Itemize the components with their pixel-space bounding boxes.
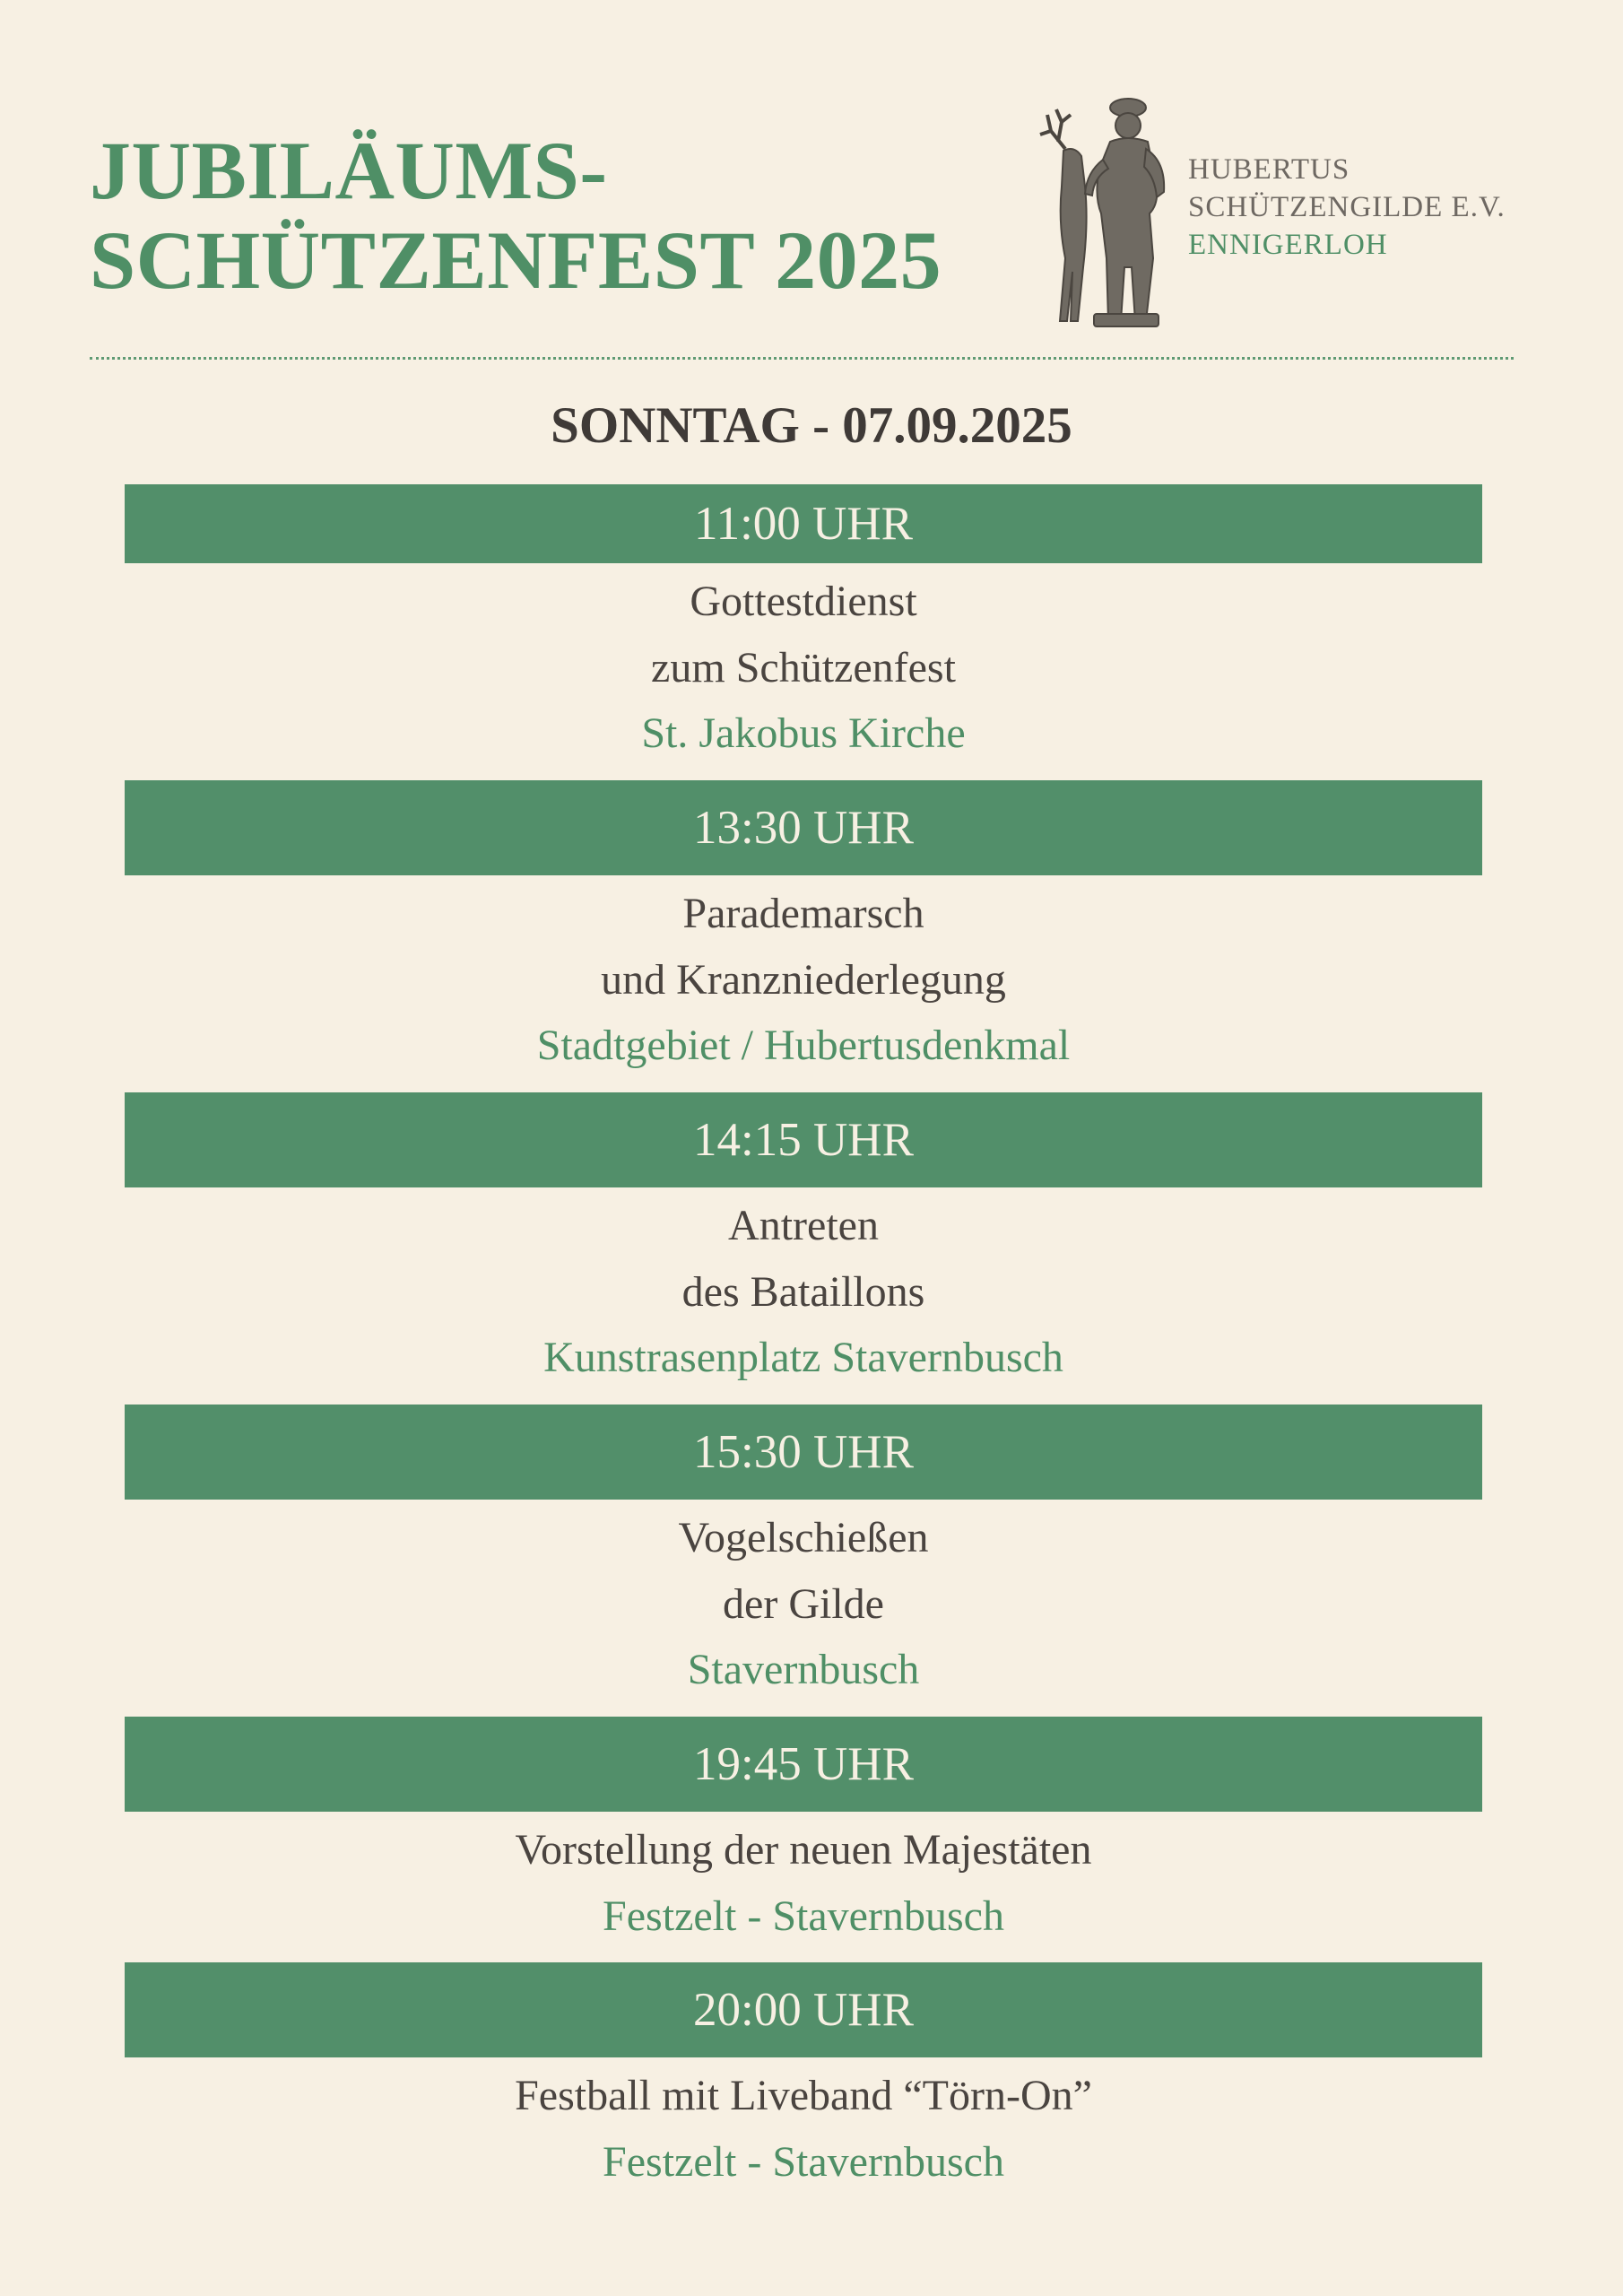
club-name (1188, 151, 1506, 264)
event-description: Vogelschießen (678, 1514, 929, 1561)
event-description: zum Schützenfest (651, 643, 956, 691)
event-location: St. Jakobus Kirche (641, 709, 966, 757)
event-item (125, 1500, 1482, 1717)
schedule (125, 484, 1482, 2208)
time-bar: 11:00 UHR (125, 484, 1482, 563)
event-location: Stadtgebiet / Hubertusdenkmal (536, 1022, 1071, 1069)
club-location: ENNIGERLOH (1188, 229, 1388, 261)
event-item (125, 2057, 1482, 2208)
day-heading: SONNTAG - 07.09.2025 (551, 397, 1072, 454)
club-name-line-1: HUBERTUS (1188, 153, 1350, 186)
event-location: Festzelt - Stavernbusch (603, 2137, 1004, 2186)
event-description: Antreten (728, 1202, 879, 1249)
time-bar: 15:30 UHR (125, 1405, 1482, 1500)
time-bar: 14:15 UHR (125, 1092, 1482, 1187)
event-description: Vorstellung der neuen Majestäten (515, 1826, 1092, 1874)
event-description: des Bataillons (681, 1267, 925, 1316)
event-item (125, 1187, 1482, 1405)
title-line-2: SCHÜTZENFEST 2025 (90, 214, 942, 306)
event-item (125, 1812, 1482, 1962)
time-bar: 19:45 UHR (125, 1717, 1482, 1812)
event-item (125, 563, 1482, 780)
event-location: Stavernbusch (687, 1646, 920, 1693)
dotted-divider (90, 357, 1514, 360)
event-description: Gottestdienst (690, 578, 917, 625)
time-bar: 13:30 UHR (125, 780, 1482, 875)
event-location: Kunstrasenplatz Stavernbusch (543, 1334, 1063, 1381)
event-item (125, 875, 1482, 1092)
club-name-line-2: SCHÜTZENGILDE E.V. (1188, 191, 1506, 223)
event-description: der Gilde (723, 1579, 884, 1628)
title-line-1: JUBILÄUMS- (90, 125, 608, 216)
hunter-with-stag-statue-icon (1031, 79, 1184, 335)
event-description: und Kranzniederlegung (601, 955, 1006, 1004)
event-title (90, 126, 942, 305)
event-description: Parademarsch (682, 890, 924, 937)
event-description: Festball mit Liveband “Törn-On” (515, 2072, 1092, 2119)
time-bar: 20:00 UHR (125, 1962, 1482, 2057)
event-location: Festzelt - Stavernbusch (603, 1892, 1004, 1940)
